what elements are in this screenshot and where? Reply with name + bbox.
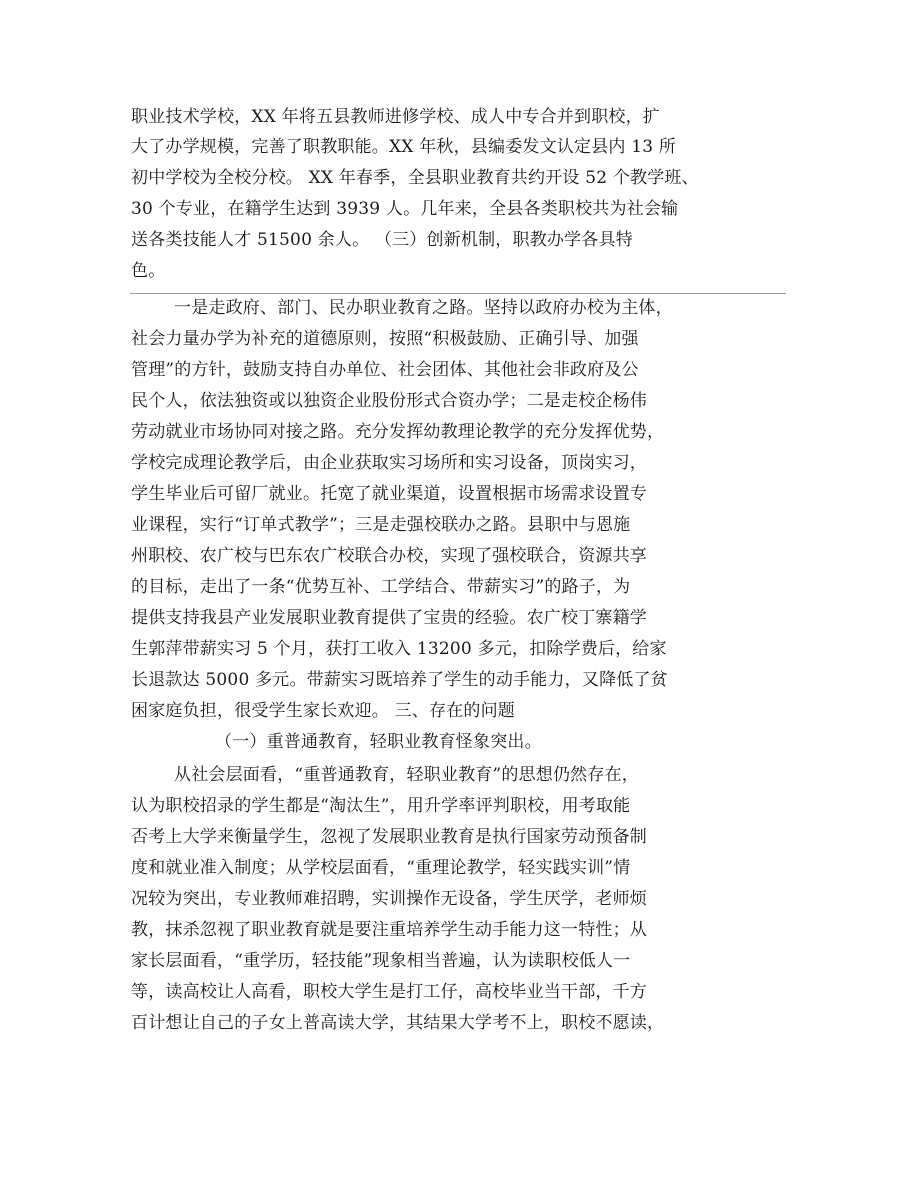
section-heading: （一）重普通教育，轻职业教育怪象突出。 — [215, 732, 542, 752]
text-line: 提供支持我县产业发展职业教育提供了宝贵的经验。农广校丁寨籍学 — [131, 608, 647, 628]
paragraph-first-line: 一是走政府、部门、民办职业教育之路。坚持以政府办校为主体， — [174, 298, 673, 318]
text-line: 况较为突出，专业教师难招聘，实训操作无设备，学生厌学，老师烦 — [131, 889, 647, 909]
text-line: 业课程，实行“订单式教学”；三是走强校联办之路。县职中与恩施 — [131, 515, 631, 535]
text-line: 州职校、农广校与巴东农广校联合办校，实现了强校联合，资源共享 — [131, 546, 647, 566]
text-line: 民个人，依法独资或以独资企业股份形式合资办学；二是走校企杨伟 — [131, 391, 647, 411]
text-line: 职业技术学校，XX 年将五县教师进修学校、成人中专合并到职校，扩 — [131, 107, 661, 127]
text-line: 度和就业准入制度；从学校层面看，“重理论教学，轻实践实训”情 — [131, 858, 631, 878]
text-line: 生郭萍带薪实习 5 个月，获打工收入 13200 多元，扣除学费后，给家 — [131, 639, 667, 659]
text-line: 30 个专业，在籍学生达到 3939 人。几年来，全县各类职校共为社会输 — [131, 199, 679, 219]
text-line: 家长层面看，“重学历，轻技能”现象相当普遍，认为读职校低人一 — [131, 951, 631, 971]
paragraph-first-line: 从社会层面看，“重普通教育，轻职业教育”的思想仍然存在， — [174, 765, 639, 785]
text-line: 否考上大学来衡量学生，忽视了发展职业教育是执行国家劳动预备制 — [131, 827, 647, 847]
text-line: 困家庭负担，很受学生家长欢迎。 三、存在的问题 — [131, 701, 516, 721]
text-line: 劳动就业市场协同对接之路。充分发挥幼教理论教学的充分发挥优势， — [131, 422, 665, 442]
text-line: 色。 — [131, 261, 166, 281]
text-line: 的目标，走出了一条“优势互补、工学结合、带薪实习”的路子，为 — [131, 577, 631, 597]
text-line: 教，抹杀忽视了职业教育就是要注重培养学生动手能力这一特性；从 — [131, 920, 647, 940]
text-line: 认为职校招录的学生都是“淘汰生”，用升学率评判职校，用考取能 — [131, 796, 631, 816]
text-line: 大了办学规模，完善了职教职能。XX 年秋，县编委发文认定县内 13 所 — [131, 137, 677, 157]
text-line: 学生毕业后可留厂就业。托宽了就业渠道，设置根据市场需求设置专 — [131, 484, 647, 504]
text-line: 管理”的方针，鼓励支持自办单位、社会团体、其他社会非政府及公 — [131, 360, 639, 380]
horizontal-divider — [130, 293, 786, 294]
text-line: 送各类技能人才 51500 余人。 （三）创新机制，职教办学各具特 — [131, 230, 633, 250]
text-line: 长退款达 5000 多元。带薪实习既培养了学生的动手能力，又降低了贫 — [131, 670, 668, 690]
text-line: 百计想让自己的子女上普高读大学，其结果大学考不上，职校不愿读， — [131, 1013, 665, 1033]
text-line: 学校完成理论教学后，由企业获取实习场所和实习设备，顶岗实习， — [131, 453, 647, 473]
text-line: 社会力量办学为补充的道德原则，按照“积极鼓励、正确引导、加强 — [131, 329, 639, 349]
text-line: 等，读高校让人高看，职校大学生是打工仔，高校毕业当干部，千方 — [131, 982, 647, 1002]
text-line: 初中学校为全校分校。 XX 年春季，全县职业教育共约开设 52 个教学班、 — [131, 168, 699, 188]
